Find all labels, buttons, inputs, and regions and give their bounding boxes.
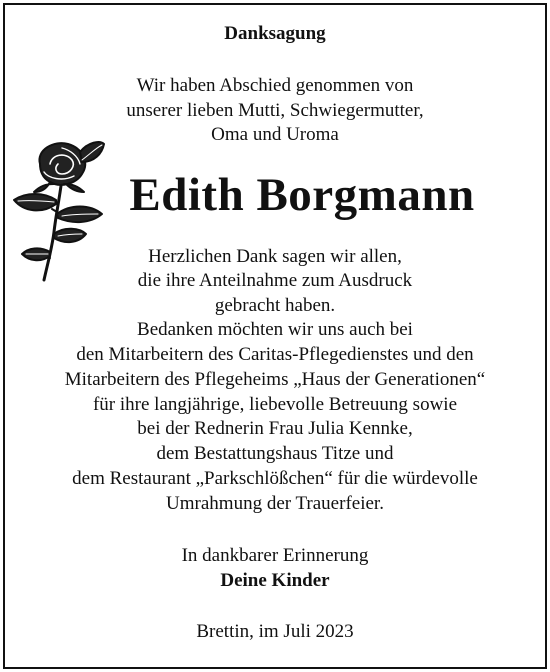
- place-date: Brettin, im Juli 2023: [196, 621, 354, 642]
- intro-line: unserer lieben Mutti, Schwiegermutter,: [126, 100, 424, 121]
- closing-line: In dankbarer Erinnerung: [181, 545, 369, 566]
- body-line: den Mitarbeitern des Caritas-Pflegedienstes und den: [76, 344, 474, 365]
- body-line: bei der Rednerin Frau Julia Kennke,: [137, 418, 413, 439]
- body-line: für ihre langjährige, liebevolle Betreuung sowie: [92, 394, 458, 415]
- signature: Deine Kinder: [220, 570, 330, 591]
- body-line: gebracht haben.: [214, 295, 336, 316]
- body-line: Bedanken möchten wir uns auch bei: [137, 319, 413, 340]
- deceased-name: Edith Borgmann: [129, 169, 475, 221]
- intro-line: Wir haben Abschied genommen von: [136, 75, 414, 96]
- body-line: Herzlichen Dank sagen wir allen,: [148, 246, 402, 267]
- body-line: die ihre Anteilnahme zum Ausdruck: [137, 270, 413, 291]
- body-line: dem Bestattungshaus Titze und: [156, 443, 394, 464]
- body-line: Mitarbeitern des Pflegeheims „Haus der Generationen“: [64, 369, 486, 390]
- body-line: Umrahmung der Trauerfeier.: [166, 493, 384, 514]
- intro-line: Oma und Uroma: [211, 124, 339, 145]
- notice-heading: Danksagung: [224, 23, 326, 44]
- body-line: dem Restaurant „Parkschlößchen“ für die würdevolle: [72, 468, 478, 489]
